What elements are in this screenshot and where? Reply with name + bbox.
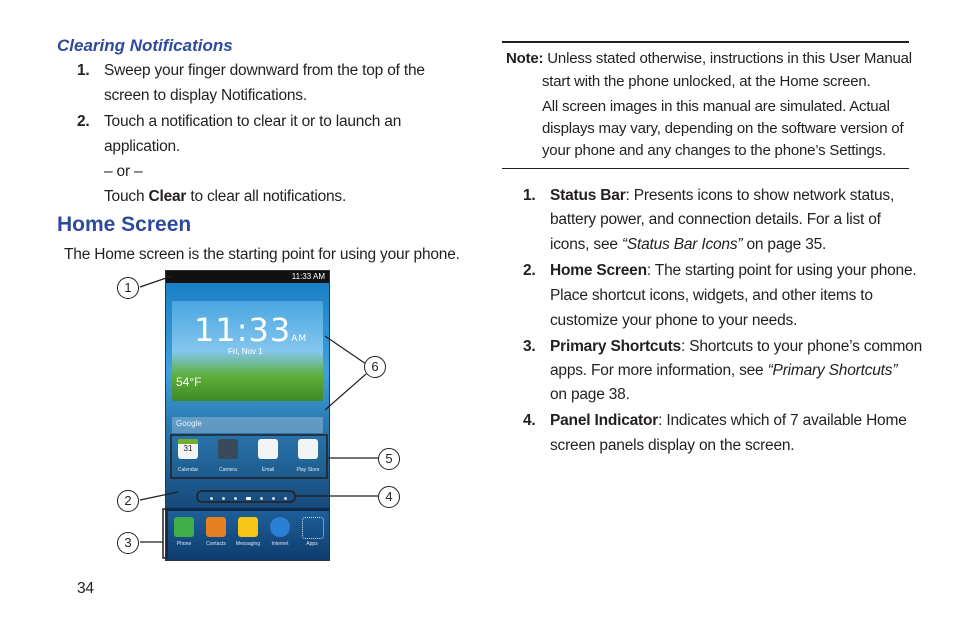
item-link: “Status Bar Icons”: [621, 236, 743, 253]
dock-label: Messaging: [235, 541, 261, 547]
or-separator: – or –: [104, 163, 143, 180]
item-term: Home Screen: [550, 262, 647, 279]
dock-label: Internet: [271, 541, 289, 547]
item-text: [550, 362, 897, 380]
leader-line-6a: [325, 336, 366, 364]
item-text: [550, 187, 894, 205]
item-text: [550, 262, 917, 280]
step-text: Sweep your finger downward from the top of the: [104, 62, 425, 79]
widget-date: Fri, Nov 1: [228, 347, 263, 356]
item-text: [550, 338, 922, 356]
item-desc: apps. For more information, see: [550, 362, 768, 379]
shortcut-label: Calendar: [177, 467, 199, 473]
callout-4: 4: [378, 486, 400, 508]
item-desc: : The starting point for using your phone.: [646, 262, 917, 279]
item-number: 3.: [523, 338, 536, 355]
item-link: “Primary Shortcuts”: [767, 362, 898, 379]
note-label: Note:: [506, 50, 544, 67]
note-text: your phone and any changes to the phone’s Settings.: [542, 142, 886, 159]
step-text: screen to display Notifications.: [104, 87, 307, 104]
note-text: All screen images in this manual are simulated. Actual: [542, 98, 890, 115]
callout-5: 5: [378, 448, 400, 470]
dock-label: Contacts: [206, 541, 226, 547]
panel-indicator-highlight: [197, 491, 295, 502]
item-term: Primary Shortcuts: [550, 338, 681, 355]
shortcuts-highlight: [171, 435, 327, 478]
item-text: on page 38.: [550, 386, 630, 403]
item-desc: on page 35.: [742, 236, 827, 253]
google-label: Google: [176, 419, 202, 428]
item-number: 1.: [523, 187, 536, 204]
item-text: [550, 412, 907, 430]
note-text: start with the phone unlocked, at the Home screen.: [542, 73, 871, 90]
shortcut-label: Email: [261, 467, 275, 473]
note-text: displays may vary, depending on the software version of: [542, 120, 904, 137]
step-number: 2.: [77, 113, 90, 130]
note-bottom-rule: [502, 168, 909, 169]
section-heading-home-screen: Home Screen: [57, 213, 192, 236]
item-text: screen panels display on the screen.: [550, 437, 795, 454]
step-text: Touch a notification to clear it or to launch an: [104, 113, 402, 130]
note-text: Unless stated otherwise, instructions in this User Manual: [543, 50, 912, 67]
shortcut-label: Play Store: [296, 467, 320, 473]
calendar-day: 31: [183, 444, 193, 453]
leader-line-2: [140, 492, 178, 500]
dock-bracket: [163, 509, 167, 558]
shortcut-label: Camera: [219, 467, 237, 473]
item-term: Panel Indicator: [550, 412, 659, 429]
leader-line-1: [140, 276, 172, 287]
widget-temperature: 54°F: [176, 375, 202, 389]
leader-line-6b: [325, 374, 366, 410]
clock-time: 11:33: [194, 311, 292, 349]
item-text: [550, 236, 826, 254]
item-number: 2.: [523, 262, 536, 279]
item-text: customize your phone to your needs.: [550, 312, 798, 329]
item-text: battery power, and connection details. For a list of: [550, 211, 881, 228]
dock-label: Phone: [176, 541, 192, 547]
page-number: 34: [77, 580, 94, 597]
dock-label: Apps: [306, 541, 318, 547]
callout-2: 2: [117, 490, 139, 512]
touch-post: to clear all notifications.: [186, 188, 347, 205]
section-heading-clearing: Clearing Notifications: [57, 36, 233, 55]
clock-ampm: AM: [291, 334, 308, 344]
step-text: application.: [104, 138, 181, 155]
note-line: [506, 50, 912, 67]
status-time: 11:33 AM: [291, 272, 325, 281]
item-desc: : Shortcuts to your phone’s common: [680, 338, 923, 355]
callout-1: 1: [117, 277, 139, 299]
item-number: 4.: [523, 412, 536, 429]
touch-pre: Touch: [104, 188, 149, 205]
item-desc: : Presents icons to show network status,: [625, 187, 895, 204]
callout-3: 3: [117, 532, 139, 554]
item-desc: icons, see: [550, 236, 622, 253]
home-intro: The Home screen is the starting point for using your phone.: [64, 246, 460, 263]
item-term: Status Bar: [550, 187, 626, 204]
step-number: 1.: [77, 62, 90, 79]
callout-6: 6: [364, 356, 386, 378]
clear-term: Clear: [148, 188, 187, 205]
note-top-rule: [502, 41, 909, 43]
item-desc: : Indicates which of 7 available Home: [658, 412, 907, 429]
item-text: Place shortcut icons, widgets, and other items to: [550, 287, 873, 304]
